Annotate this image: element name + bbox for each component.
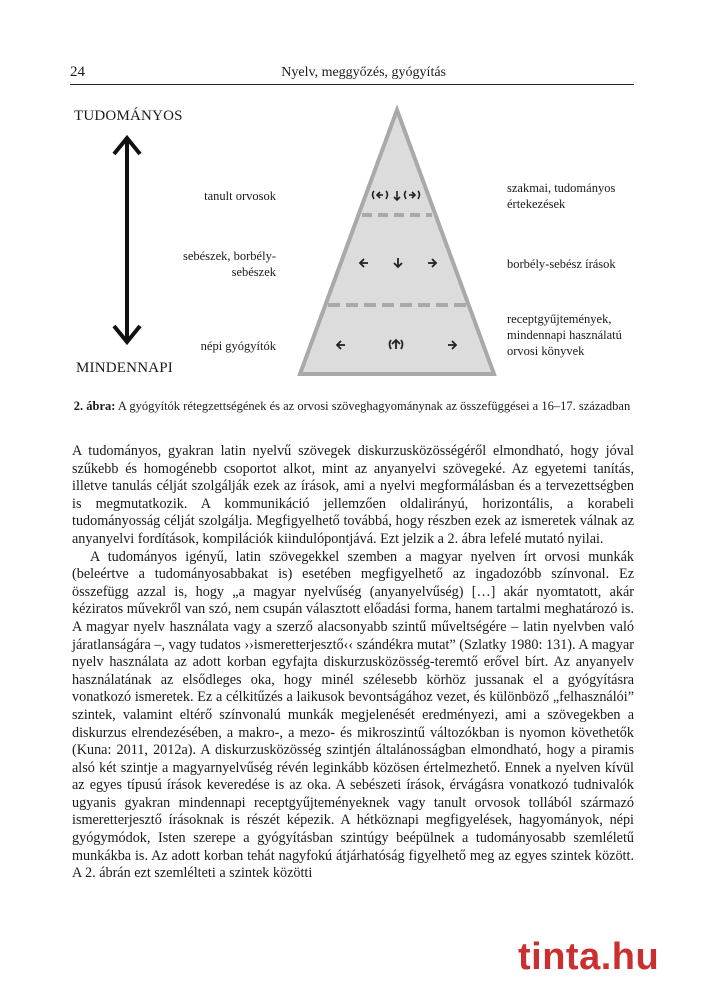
right-label-level1: szakmai, tudományos értekezések: [507, 181, 616, 211]
bottom-label: MINDENNAPI: [76, 360, 173, 376]
pyramid-triangle: [300, 110, 494, 374]
page-number: 24: [70, 64, 85, 80]
left-label-level1: tanult orvosok: [204, 189, 276, 203]
right-label-level2: borbély-sebész írások: [507, 257, 616, 271]
right-label-level3: receptgyűjtemények, mindennapi használatú orvosi könyvek: [507, 312, 622, 358]
watermark-logo: tinta.hu: [518, 936, 660, 978]
running-header: [70, 64, 634, 85]
paragraph-2: A tudományos igényű, latin szövegekkel szemben a magyar nyelven írt orvosi munkák (beleértve a tudományosabbakat is) esetében megfigyelhető az ingadozóbb színvonal. Ez összefügg azzal is, hogy „a magyar nyelvűség (anyanyelvűség) […] akár nyomtatott, akár kéziratos művekről van szó, nem csupán választott előadási forma, hanem tartalmi meghatározó is. A magyar nyelv használata vagy a szerző alacsonyabb szintű műveltségére – latin nyelvben való járatlanságára –, vagy tudatos ››ismeretterjesztő‹‹ szándékra mutat” (Szlatky 1980: 131). A magyar nyelv használata az adott korban egyfajta diskurzusközösség-teremtő erővel bírt. Az anyanyelv használatának az elsődleges oka, hogy minél szélesebb körhöz jussanak el a gyógyításra vonatkozó ismeretek. Ez a célkitűzés a laikusok bevontságához vezet, és különböző „felhasználói” szintek, valamint eltérő színvonalú munkák megjelenését eredményezi, ami a szövegekben a diskurzus elrendezésében, a makro-, a mezo- és mikroszintű változókban is nyomon követhetők (Kuna: 2011, 2012a). A diskurzusközösség szintjén általánosságban elmondható, hogy a piramis alsó két szintje a magyarnyelvűség révén leginkább közösen értelmezhető. Ennek a nyelven kívül az egyes típusú írások keveredése is az oka. A sebészeti írások, érvágásra vonatkozó tudnivalók ugyanis gyakran mindennapi receptgyűjteményeknek vagy tanult orvosok tollából származó ismeretterjesztő írásoknak is részét képezik. A hétköznapi megfigyelések, hagyományok, népi gyógymódok, Isten szerepe a gyógyításban szintúgy beépülnek a tudományosabb szemléletű munkákba is. Az adott korban tehát nagyfokú átjárhatóság figyelhető meg az egyes szintek között. A 2. ábrán ezt szemlélteti a szintek közötti: [72, 548, 634, 882]
pyramid-figure: [0, 96, 702, 406]
top-label: TUDOMÁNYOS: [74, 108, 183, 124]
running-title: Nyelv, meggyőzés, gyógyítás: [281, 65, 446, 80]
paragraph-1: A tudományos, gyakran latin nyelvű szövegek diskurzusközösségéről elmondható, hogy jóval szűkebb és homogénebb csoportot alkot, mint az anyanyelvi szövegeké. Az egyetemi tanítás, illetve tanulás célját szolgálják ezek az írások, ami a nyelvi megformálásban és a tervezettségben is megmutatkozik. A kommunikáció jellemzően oldalirányú, horizontális, a korabeli tudományosság célját szolgálja. Megfigyelhető továbbá, hogy részben ezek az ismeretek válnak az anyanyelvi fordítások, kompilációk kiindulópontjává. Ezt jelzik a 2. ábra lefelé mutató nyilai.: [72, 443, 634, 547]
figure-caption: [70, 398, 634, 414]
caption-label: 2. ábra:: [73, 399, 116, 413]
left-label-level3: népi gyógyítók: [200, 339, 276, 353]
body-text: [72, 443, 634, 883]
caption-text: A gyógyítók rétegzettségének és az orvosi szöveghagyománynak az összefüggései a 16–17. században: [115, 399, 631, 413]
left-label-level2: sebészek, borbély-sebészek: [182, 249, 276, 279]
